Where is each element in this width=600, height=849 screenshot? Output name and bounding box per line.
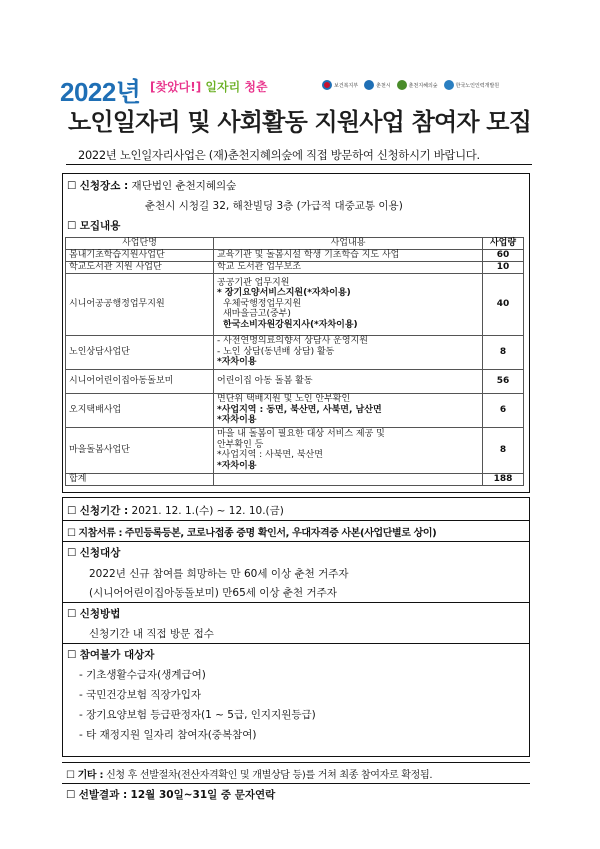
table-row <box>66 335 524 369</box>
ineligible-label: 참여불가 대상자 <box>79 649 155 661</box>
checkbox-icon: ☐ <box>67 608 77 620</box>
checkbox-icon: ☐ <box>66 770 75 781</box>
table-header-row <box>66 238 524 250</box>
ineligible-item: - 타 재정지원 일자리 참여자(중복참여) <box>79 729 257 741</box>
row-name: 시니어공공행정업무지원 <box>66 273 214 335</box>
table-row <box>66 427 524 473</box>
slogan <box>150 78 268 95</box>
table-row <box>66 369 524 393</box>
row-content: 교육기관 및 돌봄시설 학생 기초학습 지도 사업 <box>214 249 483 261</box>
ineligible-item: - 장기요양보험 등급판정자(1 ~ 5급, 인지지원등급) <box>79 709 316 721</box>
total-label: 합계 <box>66 473 214 485</box>
row-content: - 사전연명의료의향서 상담사 운영지원 - 노인 상담(동년배 상담) 활동 *자차이용 <box>214 335 483 369</box>
target-label: 신청대상 <box>79 547 121 559</box>
table-header-cell: 사업량 <box>483 238 524 250</box>
period-value: 2021. 12. 1.(수) ~ 12. 10.(금) <box>131 505 284 517</box>
row-qty: 60 <box>483 249 524 261</box>
row-content: 공공기관 업무지원 * 장기요양서비스지원(*자차이용) 우체국행정업무지원 새마을금고(중부) 한국소비자원강원지사(*자차이용) <box>214 273 483 335</box>
row-qty: 6 <box>483 393 524 427</box>
etc-value: 신청 후 선발절차(전산자격확인 및 개별상담 등)를 거쳐 최종 참여자로 확정됨. <box>106 770 433 781</box>
table-row <box>66 273 524 335</box>
forest-logo-icon <box>397 80 407 90</box>
logo-row <box>322 80 499 90</box>
logo-city: 춘천시 <box>364 80 391 90</box>
recruit-label: 모집내용 <box>79 220 121 232</box>
slogan-part-1: [찾았다!] <box>150 80 202 94</box>
etc-line <box>66 766 432 781</box>
table-total-row <box>66 473 524 485</box>
row-qty: 56 <box>483 369 524 393</box>
row-name: 학교도서관 지원 사업단 <box>66 261 214 273</box>
result-label: 선발결과 : <box>78 789 128 801</box>
row-content: 마을 내 돌봄이 필요한 대상 서비스 제공 및 안부확인 등 *사업지역 : 사북면, 북산면 *자차이용 <box>214 427 483 473</box>
method-value: 신청기간 내 직접 방문 접수 <box>89 628 214 640</box>
ineligible-item: - 국민건강보험 직장가입자 <box>79 689 202 701</box>
checkbox-icon: ☐ <box>67 180 77 192</box>
period-line <box>67 503 284 518</box>
row-name: 마을돌봄사업단 <box>66 427 214 473</box>
page-title: 노인일자리 및 사회활동 지원사업 참여자 모집 <box>68 108 532 136</box>
info-box <box>62 497 530 757</box>
result-line <box>66 787 275 802</box>
row-qty: 8 <box>483 335 524 369</box>
table-header-cell: 사업단명 <box>66 238 214 250</box>
documents-value: 주민등록등본, 코로나접종 증명 확인서, 우대자격증 사본(사업단별로 상이) <box>124 528 437 539</box>
checkbox-icon: ☐ <box>67 505 77 517</box>
documents-line <box>67 524 436 539</box>
recruit-heading <box>67 218 120 233</box>
checkbox-icon: ☐ <box>67 649 77 661</box>
result-value: 12월 30일~31일 중 문자연락 <box>130 789 276 801</box>
recruit-box <box>62 173 530 493</box>
notice-text: 2022년 노인일자리사업은 (재)춘천지혜의숲에 직접 방문하여 신청하시기 바랍니다. <box>78 148 480 162</box>
location-value: 재단법인 춘천지혜의숲 <box>131 180 237 192</box>
year-title: 2022년 <box>60 77 141 107</box>
target-line-2: (시니어어린이집아동돌보미) 만65세 이상 춘천 거주자 <box>89 587 337 599</box>
row-name: 봄내기초학습지원사업단 <box>66 249 214 261</box>
checkbox-icon: ☐ <box>67 547 77 559</box>
location-address: 춘천시 시청길 32, 해찬빌딩 3층 (가급적 대중교통 이용) <box>145 200 403 212</box>
target-line-1: 2022년 신규 참여를 희망하는 만 60세 이상 춘천 거주자 <box>89 568 349 580</box>
row-qty: 8 <box>483 427 524 473</box>
row-name: 시니어어린이집아동돌보미 <box>66 369 214 393</box>
checkbox-icon: ☐ <box>67 528 76 539</box>
period-label: 신청기간 : <box>79 505 129 517</box>
total-qty: 188 <box>483 473 524 485</box>
method-label: 신청방법 <box>79 608 121 620</box>
row-content: 면단위 택배지원 및 노인 안부확인 *사업지역 : 동면, 북산면, 사북면, 남산면 *자차이용 <box>214 393 483 427</box>
slogan-part-3: 청춘 <box>244 80 268 94</box>
city-logo-icon <box>364 80 374 90</box>
table-row <box>66 261 524 273</box>
row-content: 어린이집 아동 돌봄 활동 <box>214 369 483 393</box>
ineligible-item: - 기초생활수급자(생계급여) <box>79 669 206 681</box>
row-qty: 40 <box>483 273 524 335</box>
row-name: 오지택배사업 <box>66 393 214 427</box>
table-header-cell: 사업내용 <box>214 238 483 250</box>
etc-label: 기타 : <box>77 770 104 781</box>
checkbox-icon: ☐ <box>67 220 77 232</box>
notice-underline <box>66 164 532 165</box>
logo-kordi: 한국노인인력개발원 <box>444 80 499 90</box>
location-line <box>67 178 236 193</box>
kordi-logo-icon <box>444 80 454 90</box>
row-name: 노인상담사업단 <box>66 335 214 369</box>
table-row <box>66 393 524 427</box>
method-heading <box>67 606 120 621</box>
slogan-part-2: 일자리 <box>205 80 241 94</box>
logo-ministry: 보건복지부 <box>322 80 358 90</box>
recruit-table <box>65 237 524 486</box>
table-row <box>66 249 524 261</box>
documents-label: 지참서류 : <box>78 528 123 539</box>
row-qty: 10 <box>483 261 524 273</box>
logo-forest: 춘천지혜의숲 <box>397 80 438 90</box>
checkbox-icon: ☐ <box>66 789 76 801</box>
row-content: 학교 도서관 업무보조 <box>214 261 483 273</box>
target-heading <box>67 545 120 560</box>
ministry-logo-icon <box>322 80 332 90</box>
location-label: 신청장소 : <box>79 180 129 192</box>
ineligible-heading <box>67 647 154 662</box>
